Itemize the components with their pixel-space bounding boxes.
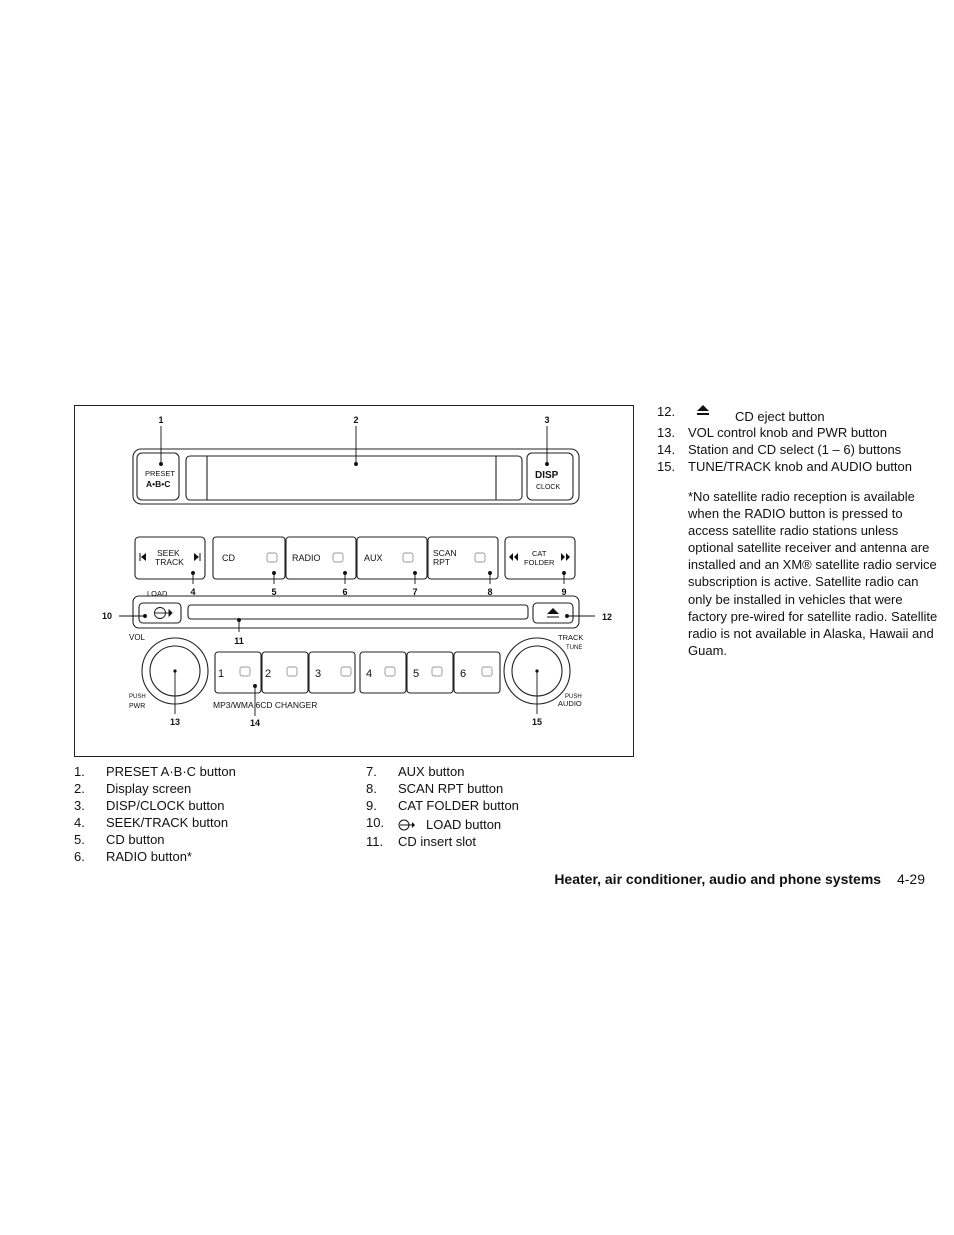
disp-label-2: CLOCK (536, 484, 561, 491)
legend-item: 15. TUNE/TRACK knob and AUDIO button (657, 459, 912, 474)
radio-panel-illustration (75, 406, 635, 758)
preset-num-3: 3 (315, 668, 322, 680)
seek-forward-icon (194, 553, 200, 561)
push-right-label: PUSH (565, 694, 582, 700)
vol-label: VOL (129, 633, 146, 642)
callout-1: 1 (158, 415, 164, 425)
legend-mid (366, 763, 519, 850)
legend-item: 7. AUX button (366, 764, 465, 779)
seek-label-2: TRACK (155, 557, 184, 567)
load-icon (398, 818, 418, 837)
callout-2: 2 (353, 415, 359, 425)
fast-forward-icon (561, 553, 570, 561)
preset-num-5: 5 (413, 668, 420, 680)
legend-item: 8. SCAN RPT button (366, 781, 504, 796)
preset-label-1: PRESET (145, 469, 176, 478)
eject-icon (696, 403, 714, 424)
legend-item: 1. PRESET A·B·C button (74, 764, 236, 779)
callout-5: 5 (271, 587, 277, 597)
callout-9: 9 (561, 587, 567, 597)
callout-13: 13 (169, 717, 181, 727)
legend-item: 2. Display screen (74, 781, 192, 796)
legend-item: 9. CAT FOLDER button (366, 798, 519, 813)
preset-num-4: 4 (366, 668, 373, 680)
callout-12: 12 (601, 612, 613, 622)
eject-icon (547, 608, 559, 617)
preset-label-2: A•B•C (146, 479, 171, 489)
legend-right (657, 403, 912, 475)
callout-8: 8 (487, 587, 493, 597)
cat-label-1: CAT (532, 549, 547, 558)
radio-diagram (74, 405, 634, 757)
aux-label: AUX (364, 553, 383, 563)
seek-label-1: SEEK (157, 548, 180, 558)
page-number: 4-29 (896, 871, 925, 887)
load-label: LOAD (147, 589, 168, 598)
callout-15: 15 (531, 717, 543, 727)
legend-item: 6. RADIO button* (74, 849, 192, 864)
pwr-label: PWR (129, 703, 146, 710)
legend-left (74, 763, 236, 865)
callout-4: 4 (190, 587, 196, 597)
display-screen (186, 456, 522, 500)
legend-item: 3. DISP/CLOCK button (74, 798, 225, 813)
tune-label: TUNE (566, 645, 583, 651)
scan-label-2: RPT (433, 557, 450, 567)
cat-label-2: FOLDER (524, 558, 555, 567)
preset-num-1: 1 (218, 668, 225, 680)
section-title: Heater, air conditioner, audio and phone systems (554, 871, 882, 887)
track-label: TRACK (558, 633, 584, 642)
disp-label-1: DISP (535, 470, 559, 481)
legend-item: 5. CD button (74, 832, 165, 847)
scan-label-1: SCAN (433, 548, 457, 558)
cd-label: CD (222, 553, 235, 563)
preset-num-6: 6 (460, 668, 467, 680)
load-icon (155, 608, 173, 619)
radio-label: RADIO (292, 553, 321, 563)
callout-7: 7 (412, 587, 418, 597)
audio-label: AUDIO (558, 699, 582, 708)
legend-item: 13. VOL control knob and PWR button (657, 425, 887, 440)
seek-back-icon (140, 553, 146, 561)
callout-14: 14 (249, 718, 261, 728)
rewind-icon (509, 553, 518, 561)
callout-3: 3 (544, 415, 550, 425)
changer-label: MP3/WMA 6CD CHANGER (213, 700, 318, 710)
page-footer (0, 871, 925, 887)
legend-item: 10. LOAD button (366, 814, 519, 833)
preset-num-2: 2 (265, 668, 272, 680)
satellite-note: *No satellite radio reception is available when the RADIO button is pressed to access satellite radio stations unless optional satellite receiver and antenna are installed and an XM® satellite radio service subscription is active. Satellite radio can only be installed in vehicles that were factory pre-wired for satellite radio. Satellite radio is not available in Alaska, Hawaii and Guam. (688, 489, 938, 658)
legend-item: 4. SEEK/TRACK button (74, 815, 229, 830)
legend-item: 12. CD eject button (657, 404, 825, 424)
legend-item: 11. CD insert slot (366, 834, 477, 849)
callout-10: 10 (101, 611, 113, 621)
callout-6: 6 (342, 587, 348, 597)
callout-11: 11 (234, 636, 244, 646)
legend-item: 14. Station and CD select (1 – 6) buttons (657, 442, 902, 457)
slot-row-housing (133, 596, 579, 628)
push-left-label: PUSH (129, 694, 146, 700)
cd-insert-slot (188, 605, 528, 619)
